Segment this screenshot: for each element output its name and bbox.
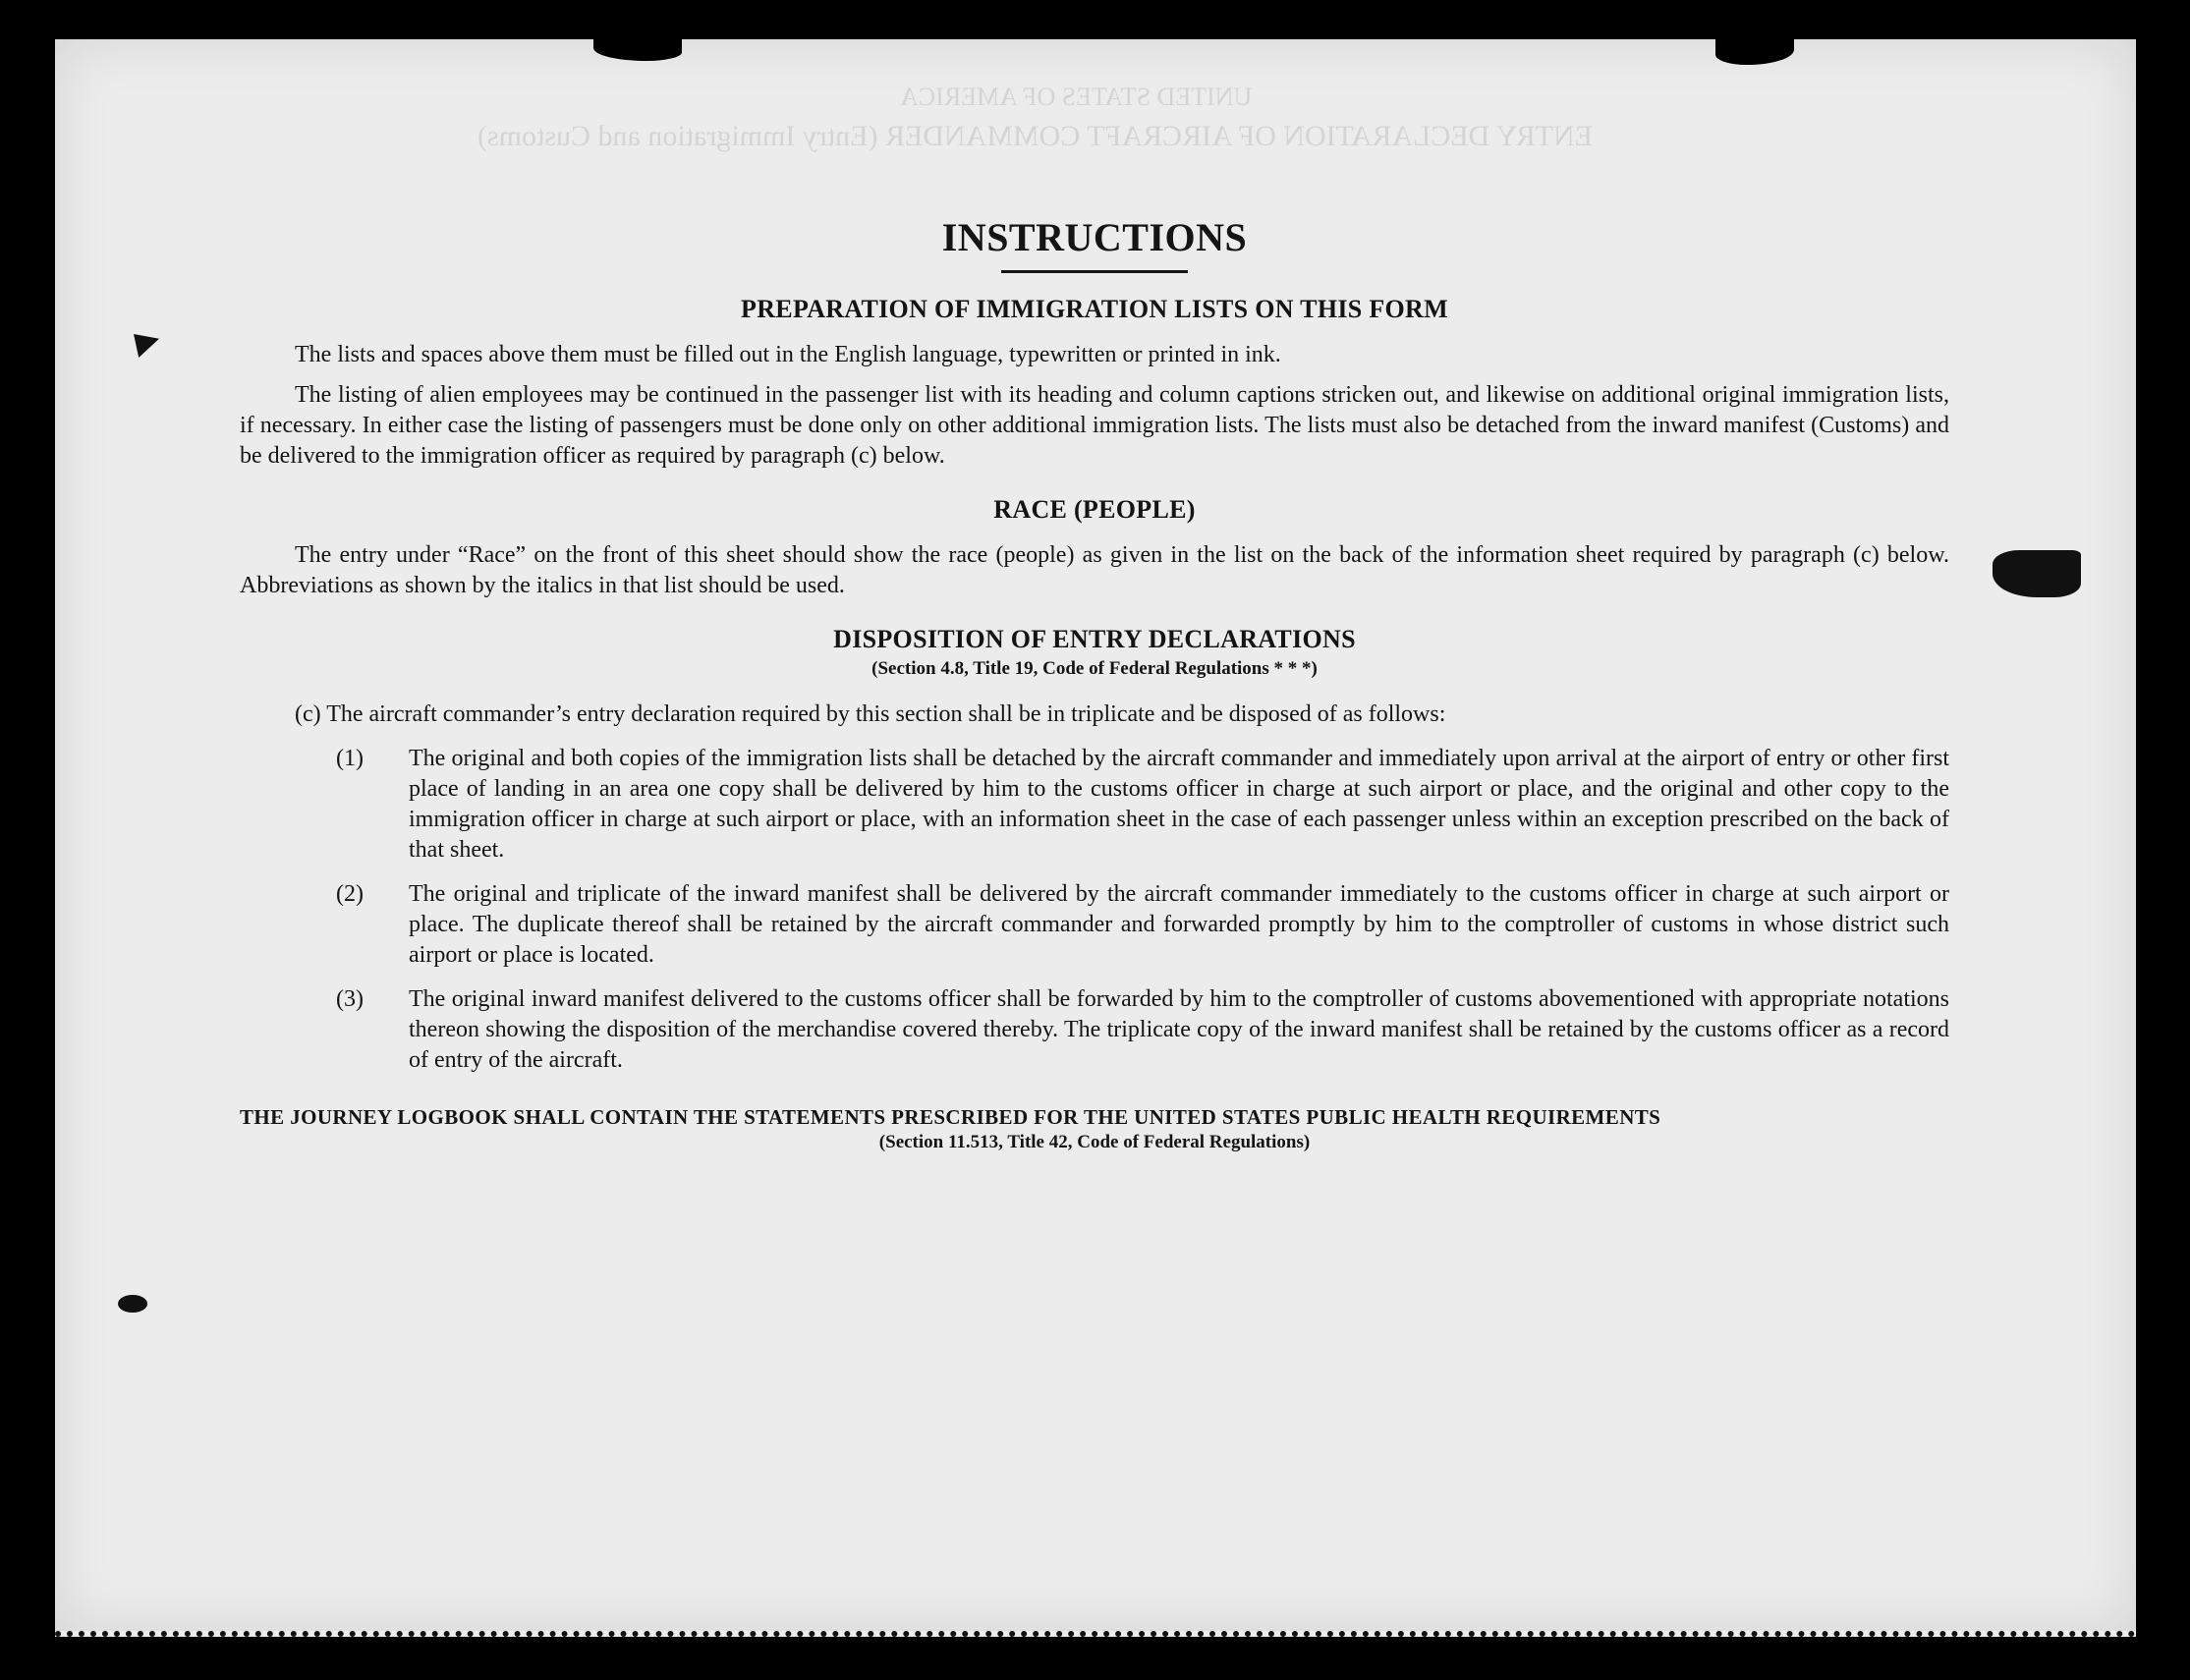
paper-tear (593, 39, 682, 61)
list-item-text: The original and both copies of the immigration lists shall be detached by the aircraft commander and immediately upon arrival at the airport of entry or other first place of landing in an area one copy shall be delivered by him to the customs officer in charge at such airport or place, and the original and other copy to the immigration officer in charge at such airport or place, with an information sheet in the case of each passenger unless within an exception prescribed on the back of that sheet. (409, 746, 1949, 863)
list-item (240, 879, 1949, 971)
document-title: INSTRUCTIONS (941, 215, 1248, 259)
footer-statement: THE JOURNEY LOGBOOK SHALL CONTAIN THE STATEMENTS PRESCRIBED FOR THE UNITED STATES PUBLIC HEALTH REQUIREMENTS (240, 1105, 1661, 1129)
footer-citation: (Section 11.513, Title 42, Code of Federal Regulations) (878, 1132, 1311, 1152)
list-item-text: The original inward manifest delivered to the customs officer shall be forwarded by him to the comptroller of customs abovementioned with appropriate notations thereon showing the disposition of the merchandise covered thereby. The triplicate copy of the inward manifest shall be retained by the customs officer as a record of entry of the aircraft. (409, 986, 1949, 1073)
section-citation: (Section 4.8, Title 19, Code of Federal Regulations * * *) (871, 658, 1318, 679)
paragraph: The entry under “Race” on the front of this sheet should show the race (people) as given in the list on the back of the information sheet required by paragraph (c) below. Abbreviations as shown by the italics in that list should be used. (240, 542, 1949, 598)
ink-blot (1993, 550, 2081, 597)
paragraph: The lists and spaces above them must be filled out in the English language, typewritten or printed in ink. (295, 342, 1281, 367)
list-item-number: (1) (336, 746, 364, 771)
list-item (240, 744, 1949, 866)
ink-blot (134, 334, 159, 358)
bleed-through-text: UNITED STATES OF AMERICA (900, 83, 1253, 111)
title-underline (1001, 270, 1188, 273)
bleed-through-text: ENTRY DECLARATION OF AIRCRAFT COMMANDER (Entry Immigration and Customs) (477, 120, 1594, 152)
paragraph: The listing of alien employees may be continued in the passenger list with its heading and column captions stricken out, and likewise on additional original immigration lists, if necessary. In either case the listing of passengers must be done only on other additional immigration lists. The lists must also be detached from the inward manifest (Customs) and be delivered to the immigration officer as required by paragraph (c) below. (240, 382, 1949, 469)
ink-blot (118, 1295, 147, 1313)
list-item-number: (2) (336, 881, 364, 907)
instructions-content (240, 214, 1949, 1153)
paragraph-lead: (c) The aircraft commander’s entry declaration required by this section shall be in triplicate and be disposed of as follows: (295, 701, 1446, 727)
section-heading-immigration-lists: PREPARATION OF IMMIGRATION LISTS ON THIS FORM (741, 295, 1448, 323)
paper-tear (1715, 39, 1794, 65)
list-item-number: (3) (336, 986, 364, 1012)
list-item-text: The original and triplicate of the inward manifest shall be delivered by the aircraft commander immediately to the customs officer in charge at such airport or place. The duplicate thereof shall be retained by the aircraft commander and forwarded promptly by him to the comptroller of customs in whose district such airport or place is located. (409, 881, 1949, 968)
list-item (240, 984, 1949, 1076)
section-heading-disposition: DISPOSITION OF ENTRY DECLARATIONS (833, 625, 1356, 653)
section-heading-race: RACE (PEOPLE) (993, 495, 1196, 524)
